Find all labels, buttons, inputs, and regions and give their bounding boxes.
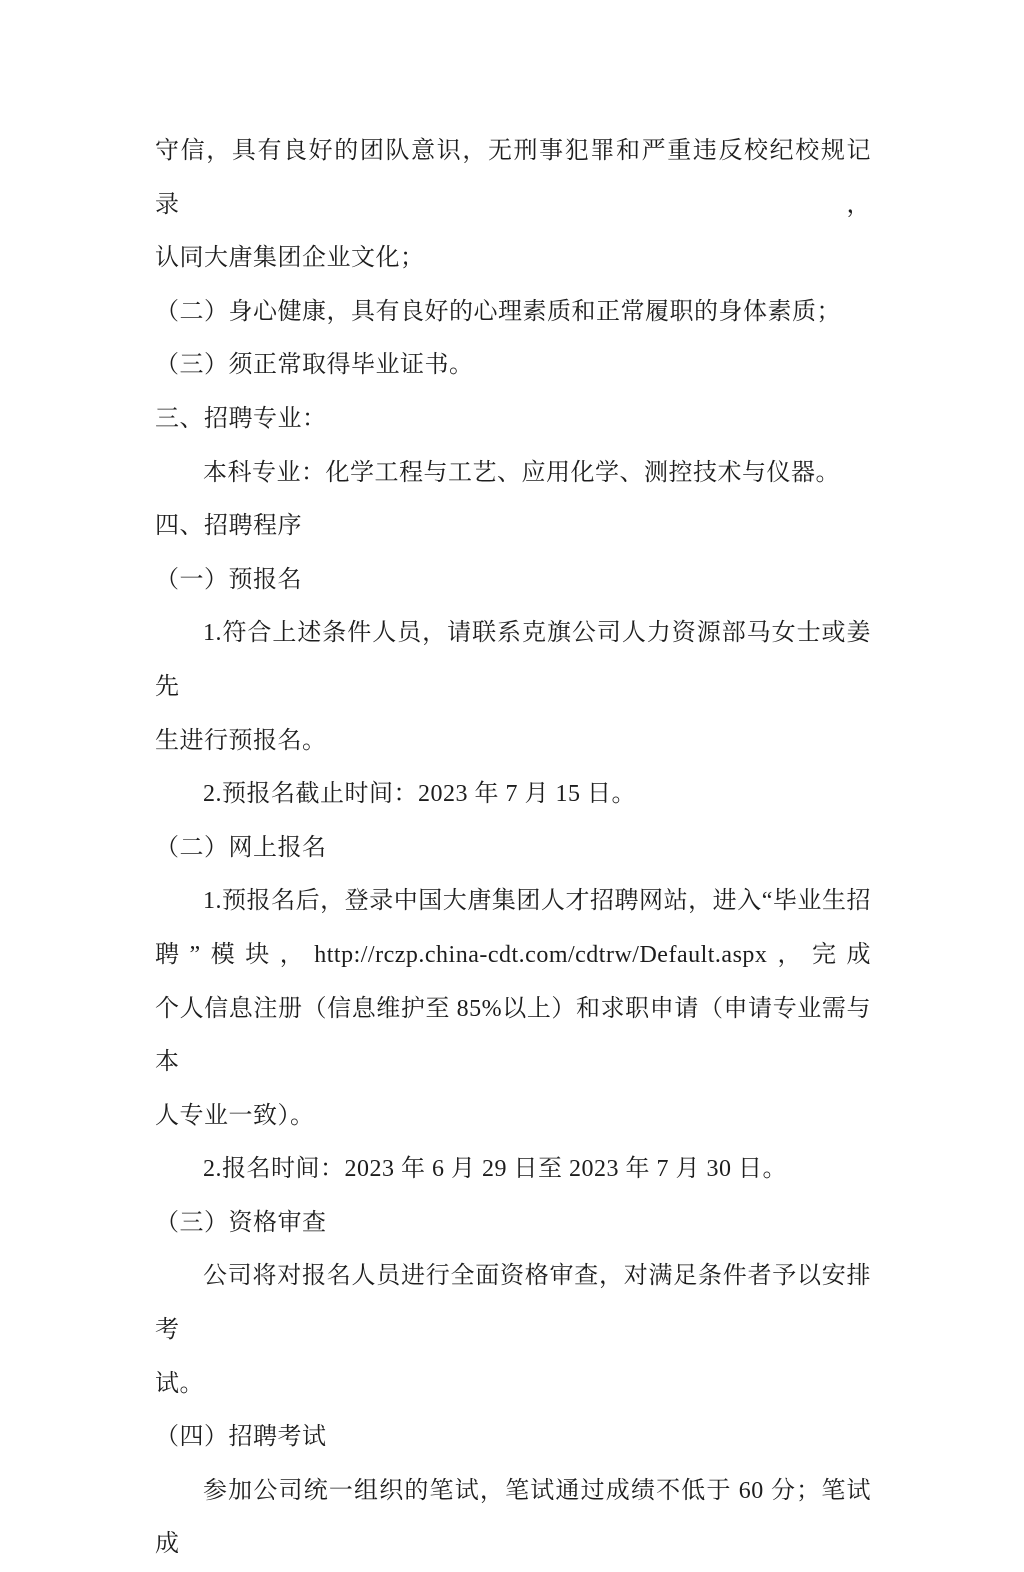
line-online-reg-step1: 1.预报名后，登录中国大唐集团人才招聘网站，进入“毕业生招 bbox=[203, 888, 871, 915]
line-condition-culture: 认同大唐集团企业文化； bbox=[155, 245, 425, 272]
line-pre-reg-deadline: 2.预报名截止时间：2023 年 7 月 15 日。 bbox=[203, 781, 636, 808]
line-condition-health: （二）身心健康，具有良好的心理素质和正常履职的身体素质； bbox=[155, 298, 841, 325]
heading-recruit-majors: 三、招聘专业： bbox=[155, 405, 327, 432]
line-undergrad-majors: 本科专业：化学工程与工艺、应用化学、测控技术与仪器。 bbox=[203, 459, 840, 486]
line-online-reg-profile: 个人信息注册（信息维护至 85%以上）和求职申请（申请专业需与本 bbox=[155, 995, 871, 1076]
line-condition-diploma: （三）须正常取得毕业证书。 bbox=[155, 352, 474, 379]
heading-recruit-procedure: 四、招聘程序 bbox=[155, 513, 302, 540]
heading-qualification-review: （三）资格审查 bbox=[155, 1209, 327, 1236]
line-condition-integrity-cont: 守信，具有良好的团队意识，无刑事犯罪和严重违反校纪校规记录， bbox=[155, 138, 871, 218]
line-online-reg-profile-cont: 人专业一致）。 bbox=[155, 1102, 315, 1129]
heading-pre-registration: （一）预报名 bbox=[155, 566, 302, 593]
heading-online-registration: （二）网上报名 bbox=[155, 834, 327, 861]
line-online-reg-time: 2.报名时间：2023 年 6 月 29 日至 2023 年 7 月 30 日。 bbox=[203, 1156, 787, 1183]
document-body-text bbox=[155, 125, 871, 1572]
line-pre-reg-contact: 1.符合上述条件人员，请联系克旗公司人力资源部马女士或姜先 bbox=[155, 620, 871, 700]
line-pre-reg-contact-cont: 生进行预报名。 bbox=[155, 727, 327, 754]
line-online-reg-url: 聘”模块，http://rczp.china-cdt.com/cdtrw/Default.aspx，完成 bbox=[155, 941, 871, 968]
line-qualification-review: 公司将对报名人员进行全面资格审查，对满足条件者予以安排考 bbox=[155, 1263, 871, 1344]
line-qualification-review-cont: 试。 bbox=[155, 1370, 204, 1397]
line-recruitment-exam: 参加公司统一组织的笔试，笔试通过成绩不低于 60 分；笔试成 bbox=[155, 1477, 871, 1558]
heading-recruitment-exam: （四）招聘考试 bbox=[155, 1424, 327, 1451]
